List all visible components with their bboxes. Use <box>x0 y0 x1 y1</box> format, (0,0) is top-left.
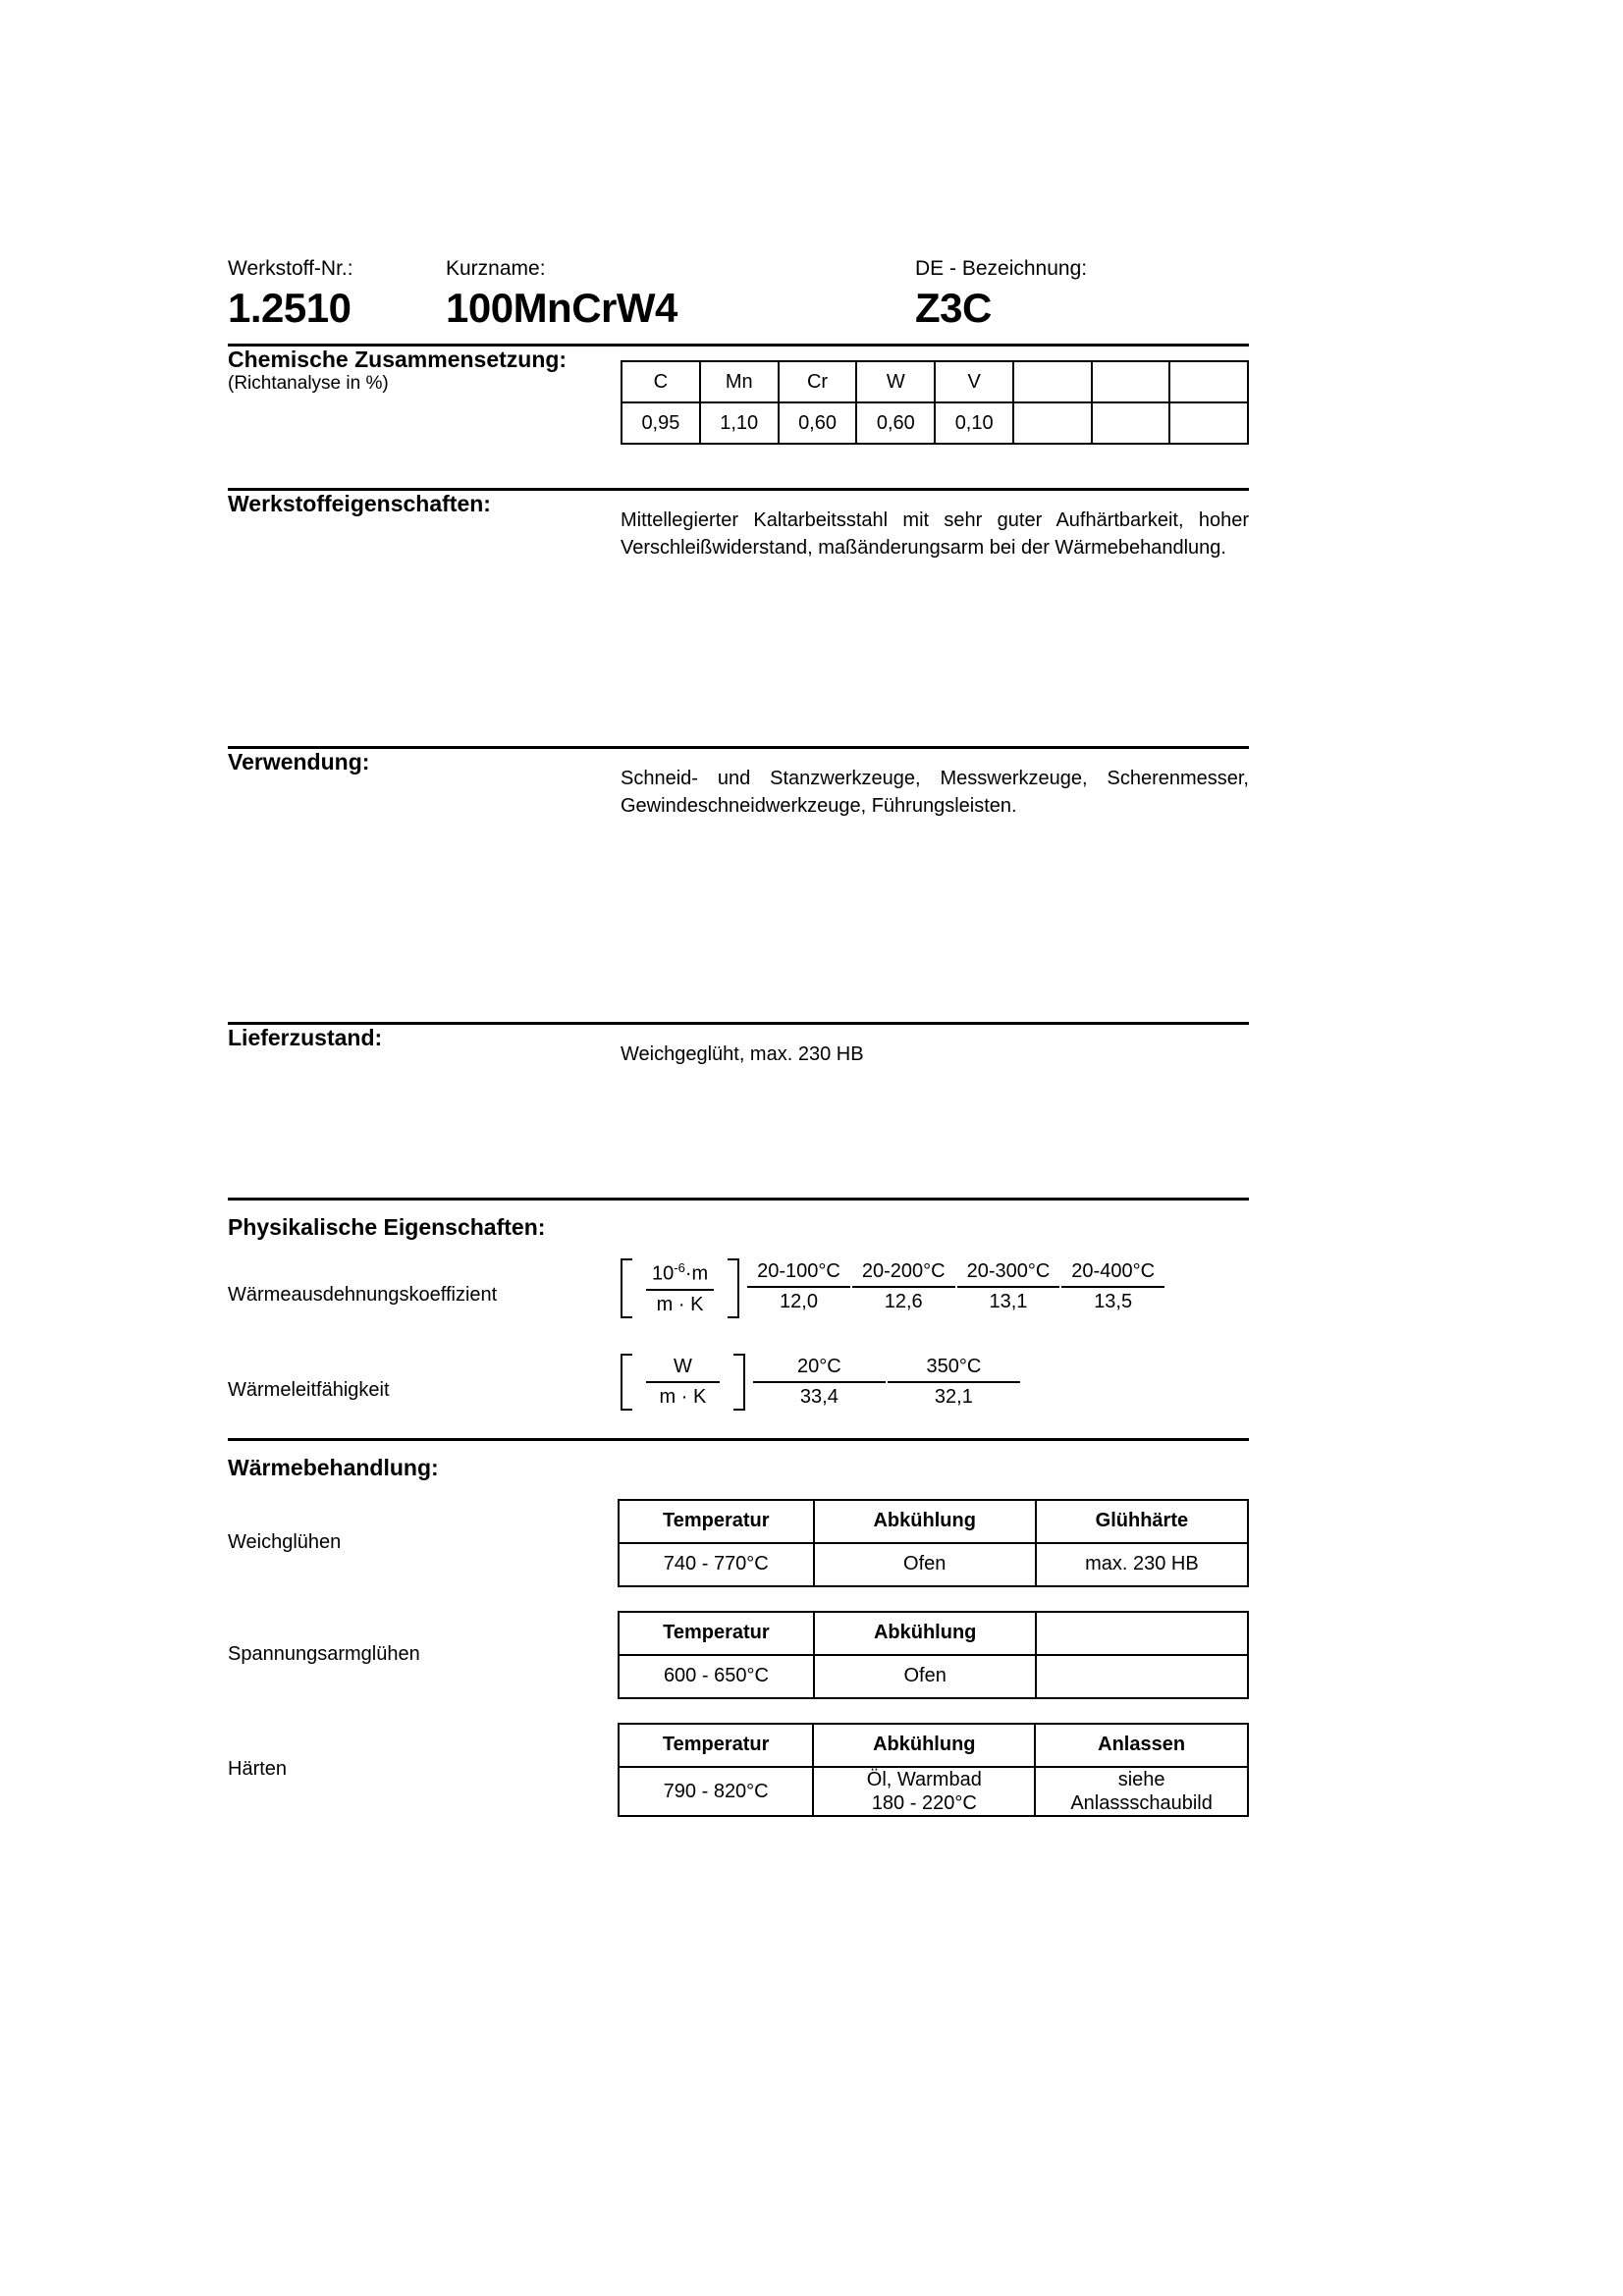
table-row-values <box>622 402 1248 444</box>
conductivity-col-0-value: 33,4 <box>799 1385 839 1408</box>
expansion-col-0-value: 12,0 <box>780 1291 818 1312</box>
expansion-col-3-header: 20-400°C <box>1061 1258 1164 1288</box>
chem-element-7 <box>1169 361 1248 402</box>
header-values <box>228 285 1249 332</box>
section-chemical <box>228 347 1249 476</box>
haerten-value-2-line2: Anlassschaubild <box>1070 1791 1213 1814</box>
chem-value-6 <box>1092 402 1170 444</box>
table-row <box>619 1500 1248 1543</box>
conductivity-col-1 <box>888 1354 1020 1411</box>
expansion-col-2-header: 20-300°C <box>957 1258 1060 1288</box>
haerten-value-1-line2: 180 - 220°C <box>871 1791 977 1814</box>
expansion-col-0-header: 20-100°C <box>747 1258 850 1288</box>
expansion-unit-exponent: -6 <box>674 1260 685 1275</box>
weichgluehen-header-0: Temperatur <box>619 1500 814 1543</box>
spannungsarmgluehen-header-0: Temperatur <box>619 1612 814 1655</box>
section-physical <box>228 1201 1249 1426</box>
delivery-title: Lieferzustand: <box>228 1025 383 1050</box>
chem-value-5 <box>1013 402 1092 444</box>
delivery-text: Weichgeglüht, max. 230 HB <box>621 1043 864 1065</box>
usage-text-wrap <box>621 765 1249 821</box>
datasheet-body <box>228 257 1249 1817</box>
conductivity-col-1-value: 32,1 <box>934 1385 973 1408</box>
table-row-elements <box>622 361 1248 402</box>
expansion-col-2-value: 13,1 <box>989 1291 1028 1312</box>
expansion-col-3 <box>1061 1258 1164 1315</box>
weichgluehen-value-0: 740 - 770°C <box>619 1543 814 1586</box>
expansion-unit-fraction <box>634 1258 726 1318</box>
chem-element-4: V <box>935 361 1013 402</box>
usage-text: Schneid- und Stanzwerkzeuge, Messwerkzeuge, Scherenmesser, Gewindeschneidwerkzeuge, Führungsleisten. <box>621 768 1249 818</box>
conductivity-unit-numerator: W <box>646 1354 720 1383</box>
chemical-title: Chemische Zusammensetzung: <box>228 347 568 372</box>
label-werkstoff-nr: Werkstoff-Nr.: <box>228 257 353 280</box>
table-row <box>619 1612 1248 1655</box>
conductivity-col-0-header: 20°C <box>753 1354 886 1383</box>
chem-element-6 <box>1092 361 1170 402</box>
section-delivery <box>228 1025 1249 1186</box>
section-heat-treatment <box>228 1441 1249 1817</box>
delivery-text-wrap <box>621 1041 1249 1068</box>
spannungsarmgluehen-value-2 <box>1036 1655 1248 1698</box>
conductivity-col-0 <box>753 1354 886 1411</box>
weichgluehen-header-1: Abkühlung <box>814 1500 1036 1543</box>
properties-label-column <box>228 491 581 517</box>
chem-value-7 <box>1169 402 1248 444</box>
chem-element-0: C <box>622 361 700 402</box>
table-row <box>619 1655 1248 1698</box>
weichgluehen-value-2: max. 230 HB <box>1036 1543 1248 1586</box>
value-kurzname: 100MnCrW4 <box>446 285 677 331</box>
heat-treatment-row-haerten <box>228 1723 1249 1817</box>
spannungsarmgluehen-value-1: Ofen <box>814 1655 1037 1698</box>
conductivity-columns <box>751 1354 1020 1411</box>
spannungsarmgluehen-label: Spannungsarmglühen <box>228 1643 420 1666</box>
weichgluehen-value-1: Ofen <box>814 1543 1036 1586</box>
label-de-bezeichnung: DE - Bezeichnung: <box>915 257 1088 280</box>
chemical-composition-table <box>621 360 1249 445</box>
header-labels <box>228 257 1249 281</box>
chemical-label-column <box>228 347 581 395</box>
section-properties <box>228 491 1249 734</box>
chemical-subtitle: (Richtanalyse in %) <box>228 373 389 394</box>
haerten-value-2-line1: siehe <box>1117 1768 1165 1790</box>
expansion-unit-numerator: $10^{-6}\cdot m$ <box>646 1258 714 1291</box>
expansion-unit-bracket <box>621 1258 739 1318</box>
heat-treatment-row-weichgluehen <box>228 1499 1249 1587</box>
conductivity-unit-bracket <box>621 1354 745 1411</box>
physical-row-expansion <box>228 1258 1249 1318</box>
label-kurzname: Kurzname: <box>446 257 546 280</box>
heat-treatment-title: Wärmebehandlung: <box>228 1454 439 1480</box>
usage-title: Verwendung: <box>228 749 370 774</box>
weichgluehen-label: Weichglühen <box>228 1531 342 1554</box>
chem-value-3: 0,60 <box>856 402 935 444</box>
conductivity-col-1-header: 350°C <box>888 1354 1020 1383</box>
chem-value-1: 1,10 <box>700 402 779 444</box>
chem-element-2: Cr <box>779 361 857 402</box>
properties-text-wrap <box>621 507 1249 562</box>
table-row <box>619 1724 1248 1767</box>
table-row <box>619 1767 1248 1816</box>
physical-title: Physikalische Eigenschaften: <box>228 1214 546 1240</box>
chemical-table-wrap <box>621 360 1249 445</box>
delivery-label-column <box>228 1025 581 1051</box>
expansion-columns <box>745 1258 1164 1315</box>
weichgluehen-table <box>618 1499 1249 1587</box>
conductivity-unit-denominator: m · K <box>659 1385 707 1408</box>
chem-value-4: 0,10 <box>935 402 1013 444</box>
haerten-header-1: Abkühlung <box>813 1724 1035 1767</box>
physical-row-conductivity <box>228 1354 1249 1411</box>
haerten-label: Härten <box>228 1758 288 1781</box>
heat-treatment-row-spannungsarmgluehen <box>228 1611 1249 1699</box>
expansion-col-1 <box>852 1258 955 1315</box>
value-werkstoff-nr: 1.2510 <box>228 285 352 331</box>
spannungsarmgluehen-header-1: Abkühlung <box>814 1612 1037 1655</box>
expansion-col-2 <box>957 1258 1060 1315</box>
value-de-bezeichnung: Z3C <box>915 285 992 331</box>
chem-value-2: 0,60 <box>779 402 857 444</box>
properties-text: Mittellegierter Kaltarbeitsstahl mit sehr guter Aufhärtbarkeit, hoher Verschleißwiderstand, maßänderungsarm bei der Wärmebehandlung. <box>621 509 1249 560</box>
chem-value-0: 0,95 <box>622 402 700 444</box>
expansion-col-1-value: 12,6 <box>884 1291 923 1312</box>
haerten-header-0: Temperatur <box>619 1724 813 1767</box>
haerten-header-2: Anlassen <box>1035 1724 1248 1767</box>
spannungsarmgluehen-header-2 <box>1036 1612 1248 1655</box>
expansion-col-3-value: 13,5 <box>1094 1291 1133 1312</box>
haerten-table <box>618 1723 1249 1817</box>
usage-label-column <box>228 749 581 775</box>
properties-title: Werkstoffeigenschaften: <box>228 491 491 516</box>
chem-element-5 <box>1013 361 1092 402</box>
expansion-col-1-header: 20-200°C <box>852 1258 955 1288</box>
table-row <box>619 1543 1248 1586</box>
haerten-value-1 <box>813 1767 1035 1816</box>
spannungsarmgluehen-value-0: 600 - 650°C <box>619 1655 814 1698</box>
chem-element-3: W <box>856 361 935 402</box>
section-usage <box>228 749 1249 1010</box>
expansion-label: Wärmeausdehnungskoeffizient <box>228 1284 498 1306</box>
chem-element-1: Mn <box>700 361 779 402</box>
haerten-value-1-line1: Öl, Warmbad <box>866 1768 982 1790</box>
expansion-unit-denominator: m · K <box>656 1293 704 1315</box>
conductivity-label: Wärmeleitfähigkeit <box>228 1378 390 1401</box>
haerten-value-0: 790 - 820°C <box>619 1767 813 1816</box>
conductivity-unit-fraction <box>634 1354 731 1411</box>
expansion-col-0 <box>747 1258 850 1315</box>
weichgluehen-header-2: Glühhärte <box>1036 1500 1248 1543</box>
spannungsarmgluehen-table <box>618 1611 1249 1699</box>
haerten-value-2 <box>1035 1767 1248 1816</box>
